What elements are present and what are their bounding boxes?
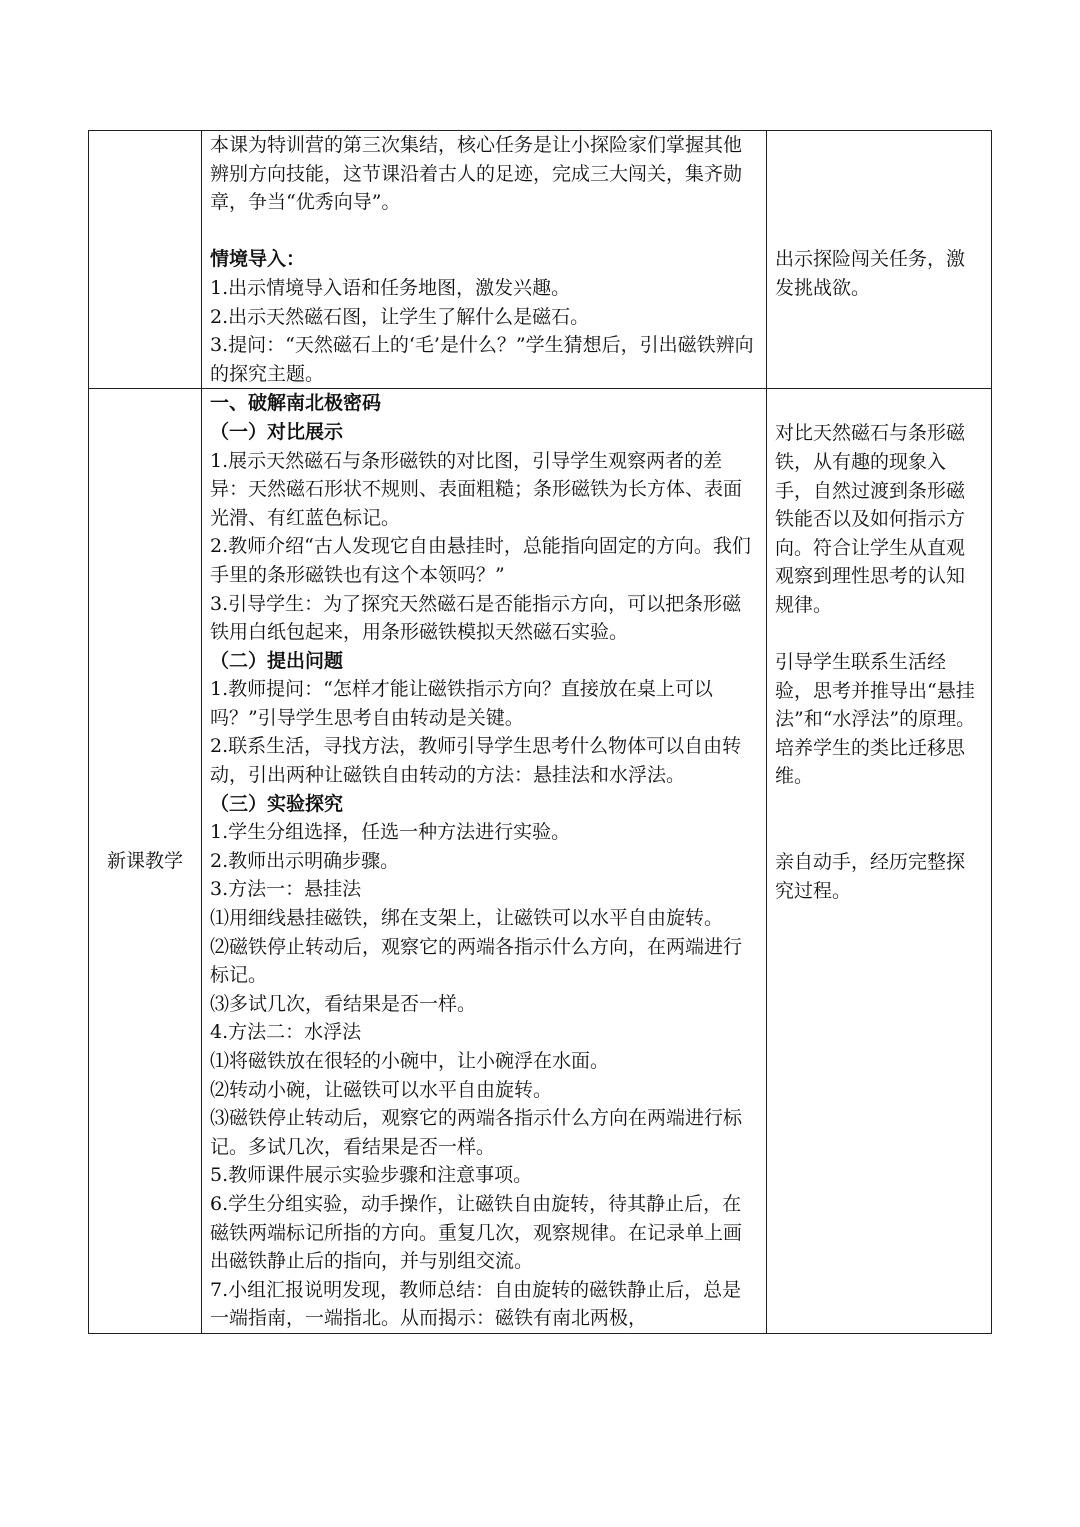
- paragraph: 1.学生分组选择，任选一种方法进行实验。: [210, 821, 571, 844]
- paragraph: 4.方法二：水浮法: [210, 1021, 362, 1044]
- paragraph: 2.教师出示明确步骤。: [210, 849, 400, 872]
- blank-line: [775, 217, 983, 246]
- paragraph: 1.展示天然磁石与条形磁铁的对比图，引导学生观察两者的差异：天然磁石形状不规则、表面粗糙；条形磁铁为长方体、表面光滑、有红蓝色标记。: [210, 449, 743, 529]
- paragraph: 本课为特训营的第三次集结，核心任务是让小探险家们掌握其他辨别方向技能，这节课沿着古人的足迹，完成三大闯关，集齐勋章，争当“优秀向导”。: [210, 134, 743, 214]
- blank-line: [775, 131, 983, 160]
- subsection-heading: （一）对比展示: [210, 420, 344, 443]
- paragraph: ⑴将磁铁放在很轻的小碗中，让小碗浮在水面。: [210, 1050, 610, 1072]
- section-heading: 一、破解南北极密码: [210, 392, 382, 415]
- paragraph: ⑶多试几次，看结果是否一样。: [210, 992, 477, 1015]
- blank-line: [775, 791, 983, 820]
- paragraph: 6.学生分组实验，动手操作，让磁铁自由旋转，待其静止后，在磁铁两端标记所指的方向。重复几次，观察规律。在记录单上画出磁铁静止后的指向，并与别组交流。: [210, 1192, 743, 1273]
- blank-line: [210, 217, 758, 246]
- paragraph: 3.提问：“天然磁石上的‘毛’是什么？”学生猜想后，引出磁铁辨向的探究主题。: [210, 334, 754, 385]
- paragraph: ⑴用细线悬挂磁铁，绑在支架上，让磁铁可以水平自由旋转。: [210, 907, 724, 930]
- intent-cell: [767, 131, 992, 389]
- intent-text: 亲自动手，经历完整探究过程。: [775, 851, 966, 902]
- intent-text: 引导学生联系生活经验，思考并推导出“悬挂法”和“水浮法”的原理。培养学生的类比迁移思维。: [775, 651, 976, 788]
- subsection-heading: （三）实验探究: [210, 792, 344, 815]
- blank-line: [775, 188, 983, 217]
- lesson-plan-table: [88, 130, 992, 1334]
- blank-line: [775, 620, 983, 649]
- intent-text: 出示探险闯关任务，激发挑战欲。: [775, 248, 966, 299]
- stage-cell: 新课教学: [89, 389, 202, 1334]
- paragraph: 2.教师介绍“古人发现它自由悬挂时，总能指向固定的方向。我们手里的条形磁铁也有这个本领吗？”: [210, 535, 751, 586]
- content-cell: [202, 389, 767, 1334]
- paragraph: ⑵转动小碗，让磁铁可以水平自由旋转。: [210, 1078, 553, 1101]
- table-row-intro: [89, 131, 992, 389]
- intent-cell: [767, 389, 992, 1334]
- paragraph: ⑵磁铁停止转动后，观察它的两端各指示什么方向，在两端进行标记。: [210, 935, 743, 987]
- paragraph: 3.方法一：悬挂法: [210, 878, 362, 901]
- paragraph: 1.教师提问：“怎样才能让磁铁指示方向？直接放在桌上可以吗？”引导学生思考自由转动是关键。: [210, 678, 713, 729]
- stage-cell: [89, 131, 202, 389]
- table-row-new-lesson: [89, 389, 992, 1334]
- subsection-heading: （二）提出问题: [210, 649, 344, 672]
- paragraph: ⑶磁铁停止转动后，观察它的两端各指示什么方向在两端进行标记。多试几次，看结果是否一样。: [210, 1107, 743, 1158]
- paragraph: 1.出示情境导入语和任务地图，激发兴趣。: [210, 276, 571, 299]
- paragraph: 3.引导学生：为了探究天然磁石是否能指示方向，可以把条形磁铁用白纸包起来，用条形磁铁模拟天然磁石实验。: [210, 592, 742, 644]
- blank-line: [775, 820, 983, 849]
- paragraph: 2.联系生活，寻找方法，教师引导学生思考什么物体可以自由转动，引出两种让磁铁自由转动的方法：悬挂法和水浮法。: [210, 735, 742, 787]
- paragraph: 7.小组汇报说明发现，教师总结：自由旋转的磁铁静止后，总是一端指南，一端指北。从而揭示：磁铁有南北两极，: [210, 1278, 742, 1330]
- content-cell: [202, 131, 767, 389]
- paragraph: 2.出示天然磁石图，让学生了解什么是磁石。: [210, 305, 590, 328]
- paragraph: 5.教师课件展示实验步骤和注意事项。: [210, 1164, 533, 1187]
- section-heading: 情境导入：: [210, 248, 306, 271]
- intent-text: 对比天然磁石与条形磁铁，从有趣的现象入手，自然过渡到条形磁铁能否以及如何指示方向。符合让学生从直观观察到理性思考的认知规律。: [775, 422, 966, 616]
- blank-line: [775, 160, 983, 189]
